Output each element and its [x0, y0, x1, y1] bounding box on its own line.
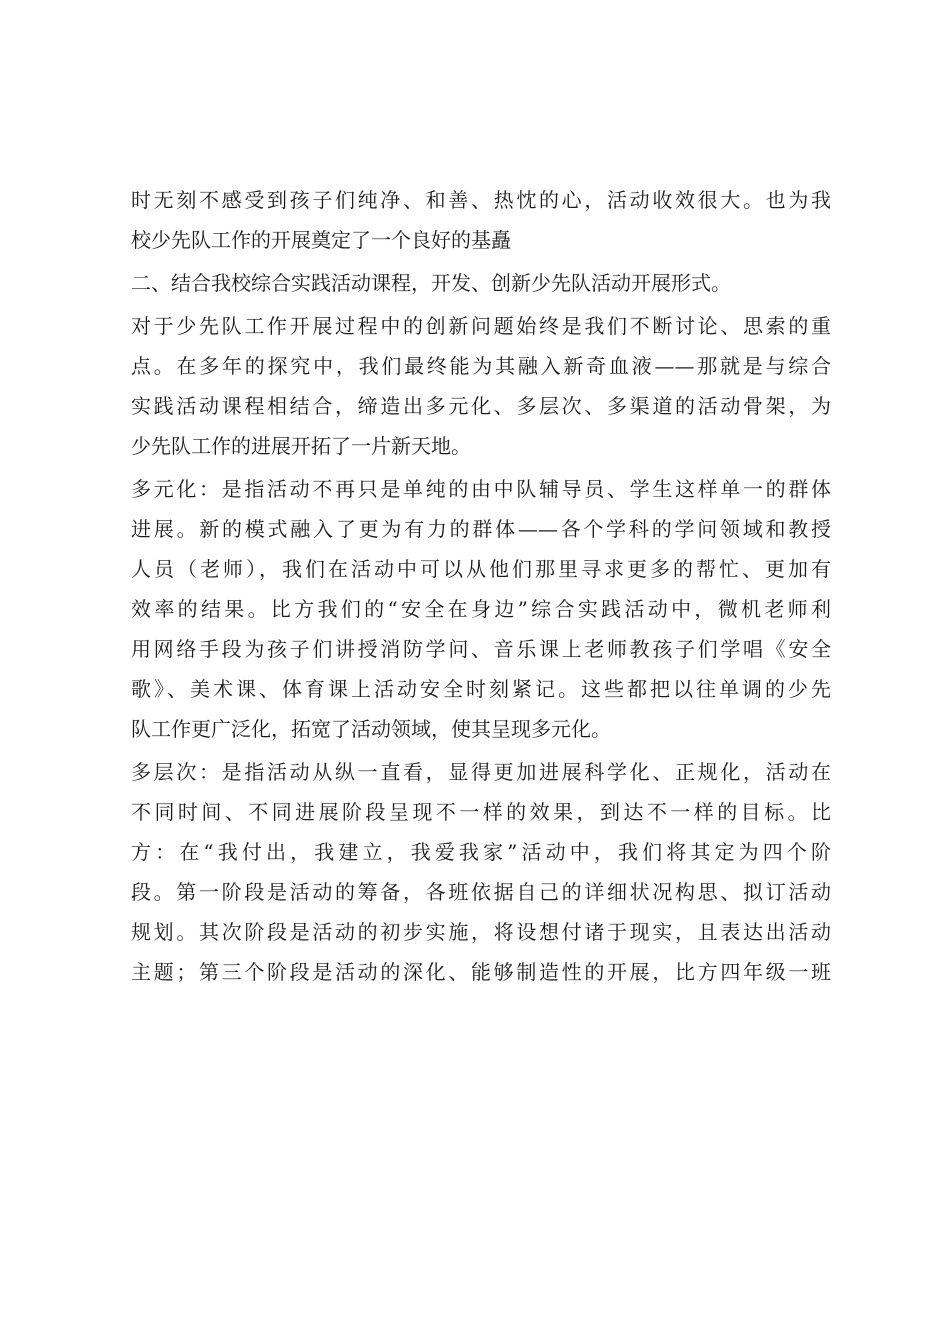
text-line: 二、结合我校综合实践活动课程，开发、创新少先队活动开展形式。 [131, 271, 731, 295]
text-line: 多元化：是指活动不再只是单纯的由中队辅导员、学生这样单一的群体 [131, 477, 831, 501]
text-line: 少先队工作的进展开拓了一片新天地。 [131, 434, 471, 458]
paragraph-innovation [131, 312, 831, 461]
paragraph-continuation [131, 186, 831, 255]
paragraph-multilevel [131, 758, 831, 987]
text-line: 队工作更广泛化，拓宽了活动领域，使其呈现多元化。 [131, 717, 611, 741]
section-heading [131, 269, 831, 298]
text-line: 用网络手段为孩子们讲授消防学问、音乐课上老师教孩子们学唱《安全 [131, 637, 831, 661]
text-line: 规划。其次阶段是活动的初步实施，将设想付诸于现实，且表达出活动 [131, 920, 831, 944]
text-line: 点。在多年的探究中，我们最终能为其融入新奇血液——那就是与综合 [131, 354, 831, 378]
text-line: 对于少先队工作开展过程中的创新问题始终是我们不断讨论、思索的重 [131, 314, 831, 338]
text-line: 多层次：是指活动从纵一直看，显得更加进展科学化、正规化，活动在 [131, 760, 831, 784]
text-line: 校少先队工作的开展奠定了一个良好的基矗 [131, 228, 511, 252]
text-line: 不同时间、不同进展阶段呈现不一样的效果，到达不一样的目标。比 [131, 800, 831, 824]
text-line: 方：在“我付出，我建立，我爱我家”活动中，我们将其定为四个阶 [131, 840, 831, 864]
text-line: 实践活动课程相结合，缔造出多元化、多层次、多渠道的活动骨架，为 [131, 394, 831, 418]
paragraph-diversified [131, 475, 831, 744]
text-line: 进展。新的模式融入了更为有力的群体——各个学科的学问领域和教授 [131, 517, 831, 541]
document-page [131, 186, 831, 987]
text-line: 时无刻不感受到孩子们纯净、和善、热忱的心，活动收效很大。也为我 [131, 188, 831, 212]
text-line: 主题；第三个阶段是活动的深化、能够制造性的开展，比方四年级一班 [131, 960, 831, 984]
text-line: 人员（老师），我们在活动中可以从他们那里寻求更多的帮忙、更加有 [131, 557, 831, 581]
text-line: 歌》、美术课、体育课上活动安全时刻紧记。这些都把以往单调的少先 [131, 677, 831, 701]
text-line: 效率的结果。比方我们的“安全在身边”综合实践活动中，微机老师利 [131, 597, 831, 621]
text-line: 段。第一阶段是活动的筹备，各班依据自己的详细状况构思、拟订活动 [131, 880, 831, 904]
